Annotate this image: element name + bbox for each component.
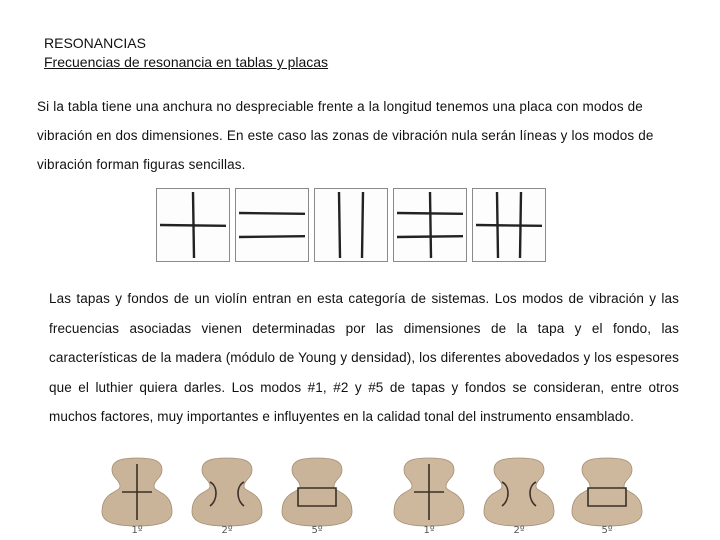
nodal-line-horizontal [476,225,542,226]
plate-mode-two-horizontal [235,188,309,262]
violin-plate-figure [568,456,646,536]
nodal-line-horizontal [160,225,226,226]
violin-paragraph: Las tapas y fondos de un violín entran en esta categoría de sistemas. Los modos de vibración y las frecuencias asociadas vienen determinadas por las dimensiones de la tapa y el fondo, las características de la madera (módulo de Young y densidad), los diferentes abovedados y los espesores que el luthier quiera darles. Los modos #1, #2 y #5 de tapas y fondos se consideran, entre otros muchos factores, muy importantes e influyentes en la calidad tonal del instrumento ensamblado. [49,291,679,424]
page-title: RESONANCIAS [44,35,146,51]
plate-modes-figure [156,188,548,262]
plate-mode-cross [156,188,230,262]
violin-modes-figure [98,456,638,540]
violin-mode-label: 2º [221,525,233,536]
violin-plate-figure [480,456,558,536]
violin-plate-figure [390,456,468,536]
violin-mode-label: 5º [601,525,613,536]
nodal-line-horizontal [239,236,305,237]
plate-mode-two-vertical-one-horizontal [472,188,546,262]
intro-paragraph: Si la tabla tiene una anchura no despreciable frente a la longitud tenemos una placa con modos de vibración en dos dimensiones. En este caso las zonas de vibración nula serán líneas y los modos de vibración forman figuras sencillas. [37,99,654,172]
nodal-line-vertical [430,192,431,258]
violin-body-shape [572,458,642,526]
heading-block [44,34,328,72]
violin-plate-figure [278,456,356,536]
nodal-line-horizontal [397,236,463,237]
violin-body-shape [282,458,352,526]
nodal-line-vertical [362,192,363,258]
violin-body-shape [484,458,554,526]
violin-mode-label: 1º [423,525,435,536]
violin-plate-figure [98,456,176,536]
nodal-line-horizontal [397,213,463,214]
plate-mode-one-vertical-two-horizontal [393,188,467,262]
violin-plate-figure [188,456,266,536]
violin-mode-label: 1º [131,525,143,536]
violin-mode-label: 2º [513,525,525,536]
page-subtitle: Frecuencias de resonancia en tablas y placas [44,54,329,70]
nodal-line-vertical [339,192,340,258]
nodal-line-horizontal [239,213,305,214]
plate-mode-two-vertical [314,188,388,262]
violin-mode-label: 5º [311,525,323,536]
violin-body-shape [192,458,262,526]
